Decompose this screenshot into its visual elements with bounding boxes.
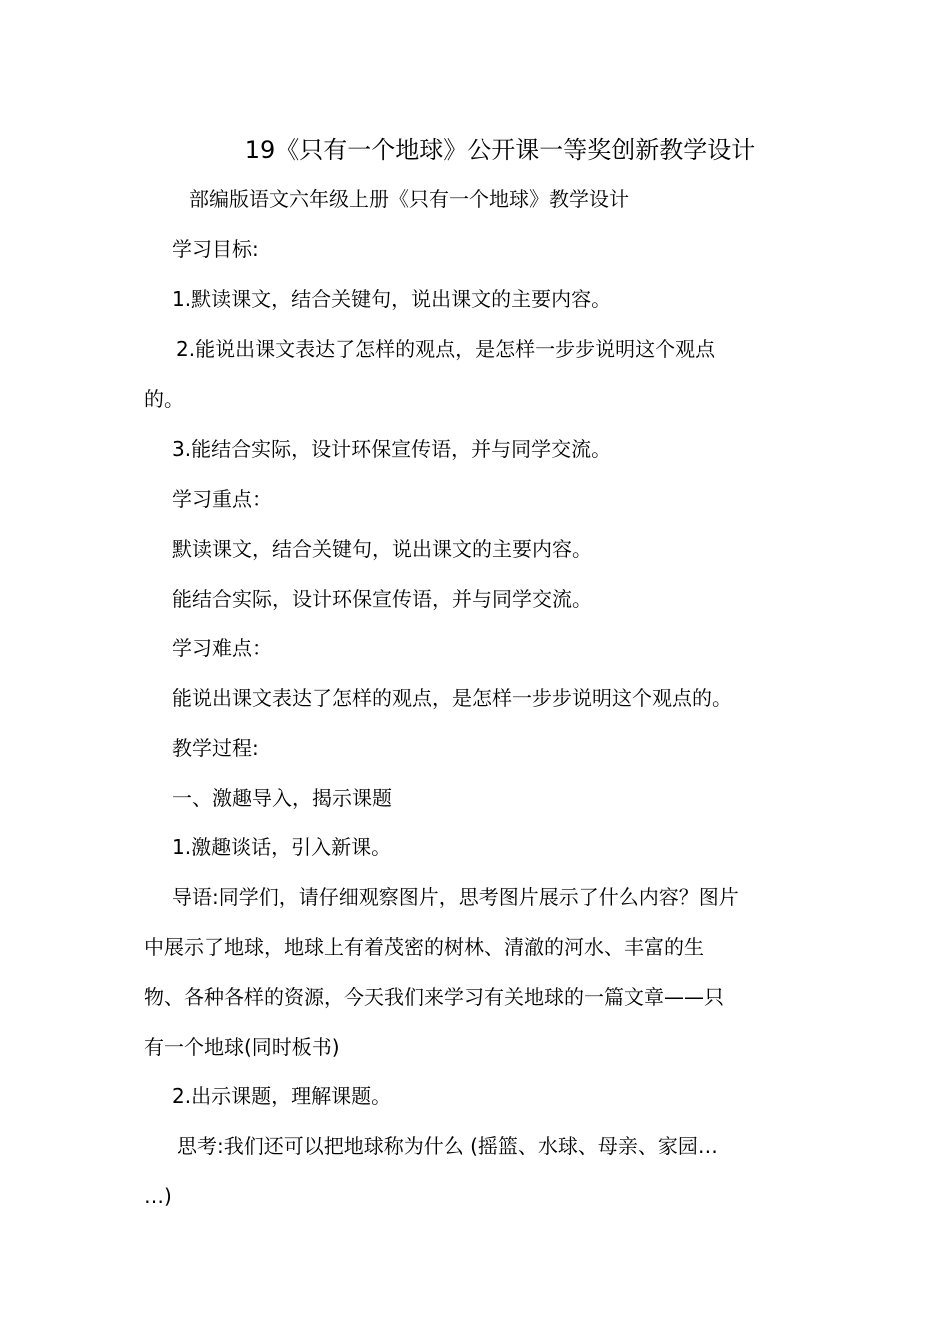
key-points-heading: 学习重点：	[172, 487, 272, 511]
objective-item-1: 1.默读课文，结合关键句，说出课文的主要内容。	[172, 287, 612, 311]
intro-paragraph-line-4: 有一个地球(同时板书)	[144, 1035, 340, 1059]
key-point-item-1: 默读课文，结合关键句，说出课文的主要内容。	[172, 537, 592, 561]
key-point-item-2: 能结合实际，设计环保宣传语，并与同学交流。	[172, 587, 592, 611]
process-heading: 教学过程:	[172, 736, 259, 760]
step-item-1: 1.激趣谈话，引入新课。	[172, 835, 392, 859]
objective-item-2-line-2: 的。	[144, 387, 184, 411]
step-item-2: 2.出示课题，理解课题。	[172, 1084, 392, 1108]
intro-paragraph-line-1: 导语:同学们，请仔细观察图片，思考图片展示了什么内容？图片	[172, 885, 739, 909]
intro-paragraph-line-2: 中展示了地球，地球上有着茂密的树林、清澈的河水、丰富的生	[144, 935, 704, 959]
section-heading-1: 一、激趣导入，揭示课题	[172, 786, 392, 810]
objectives-heading: 学习目标:	[172, 237, 259, 261]
think-paragraph-line-2: …)	[144, 1184, 172, 1208]
think-paragraph-line-1: 思考:我们还可以把地球称为什么 (摇篮、水球、母亲、家园…	[177, 1134, 718, 1158]
difficulty-item-1: 能说出课文表达了怎样的观点，是怎样一步步说明这个观点的。	[172, 686, 732, 710]
intro-paragraph-line-3: 物、各种各样的资源，今天我们来学习有关地球的一篇文章——只	[144, 985, 724, 1009]
objective-item-3: 3.能结合实际，设计环保宣传语，并与同学交流。	[172, 437, 612, 461]
difficulty-heading: 学习难点：	[172, 636, 272, 660]
document-subtitle: 部编版语文六年级上册《只有一个地球》教学设计	[189, 187, 629, 211]
document-title: 19《只有一个地球》公开课一等奖创新教学设计	[244, 136, 756, 164]
objective-item-2-line-1: 2.能说出课文表达了怎样的观点，是怎样一步步说明这个观点	[176, 337, 716, 361]
